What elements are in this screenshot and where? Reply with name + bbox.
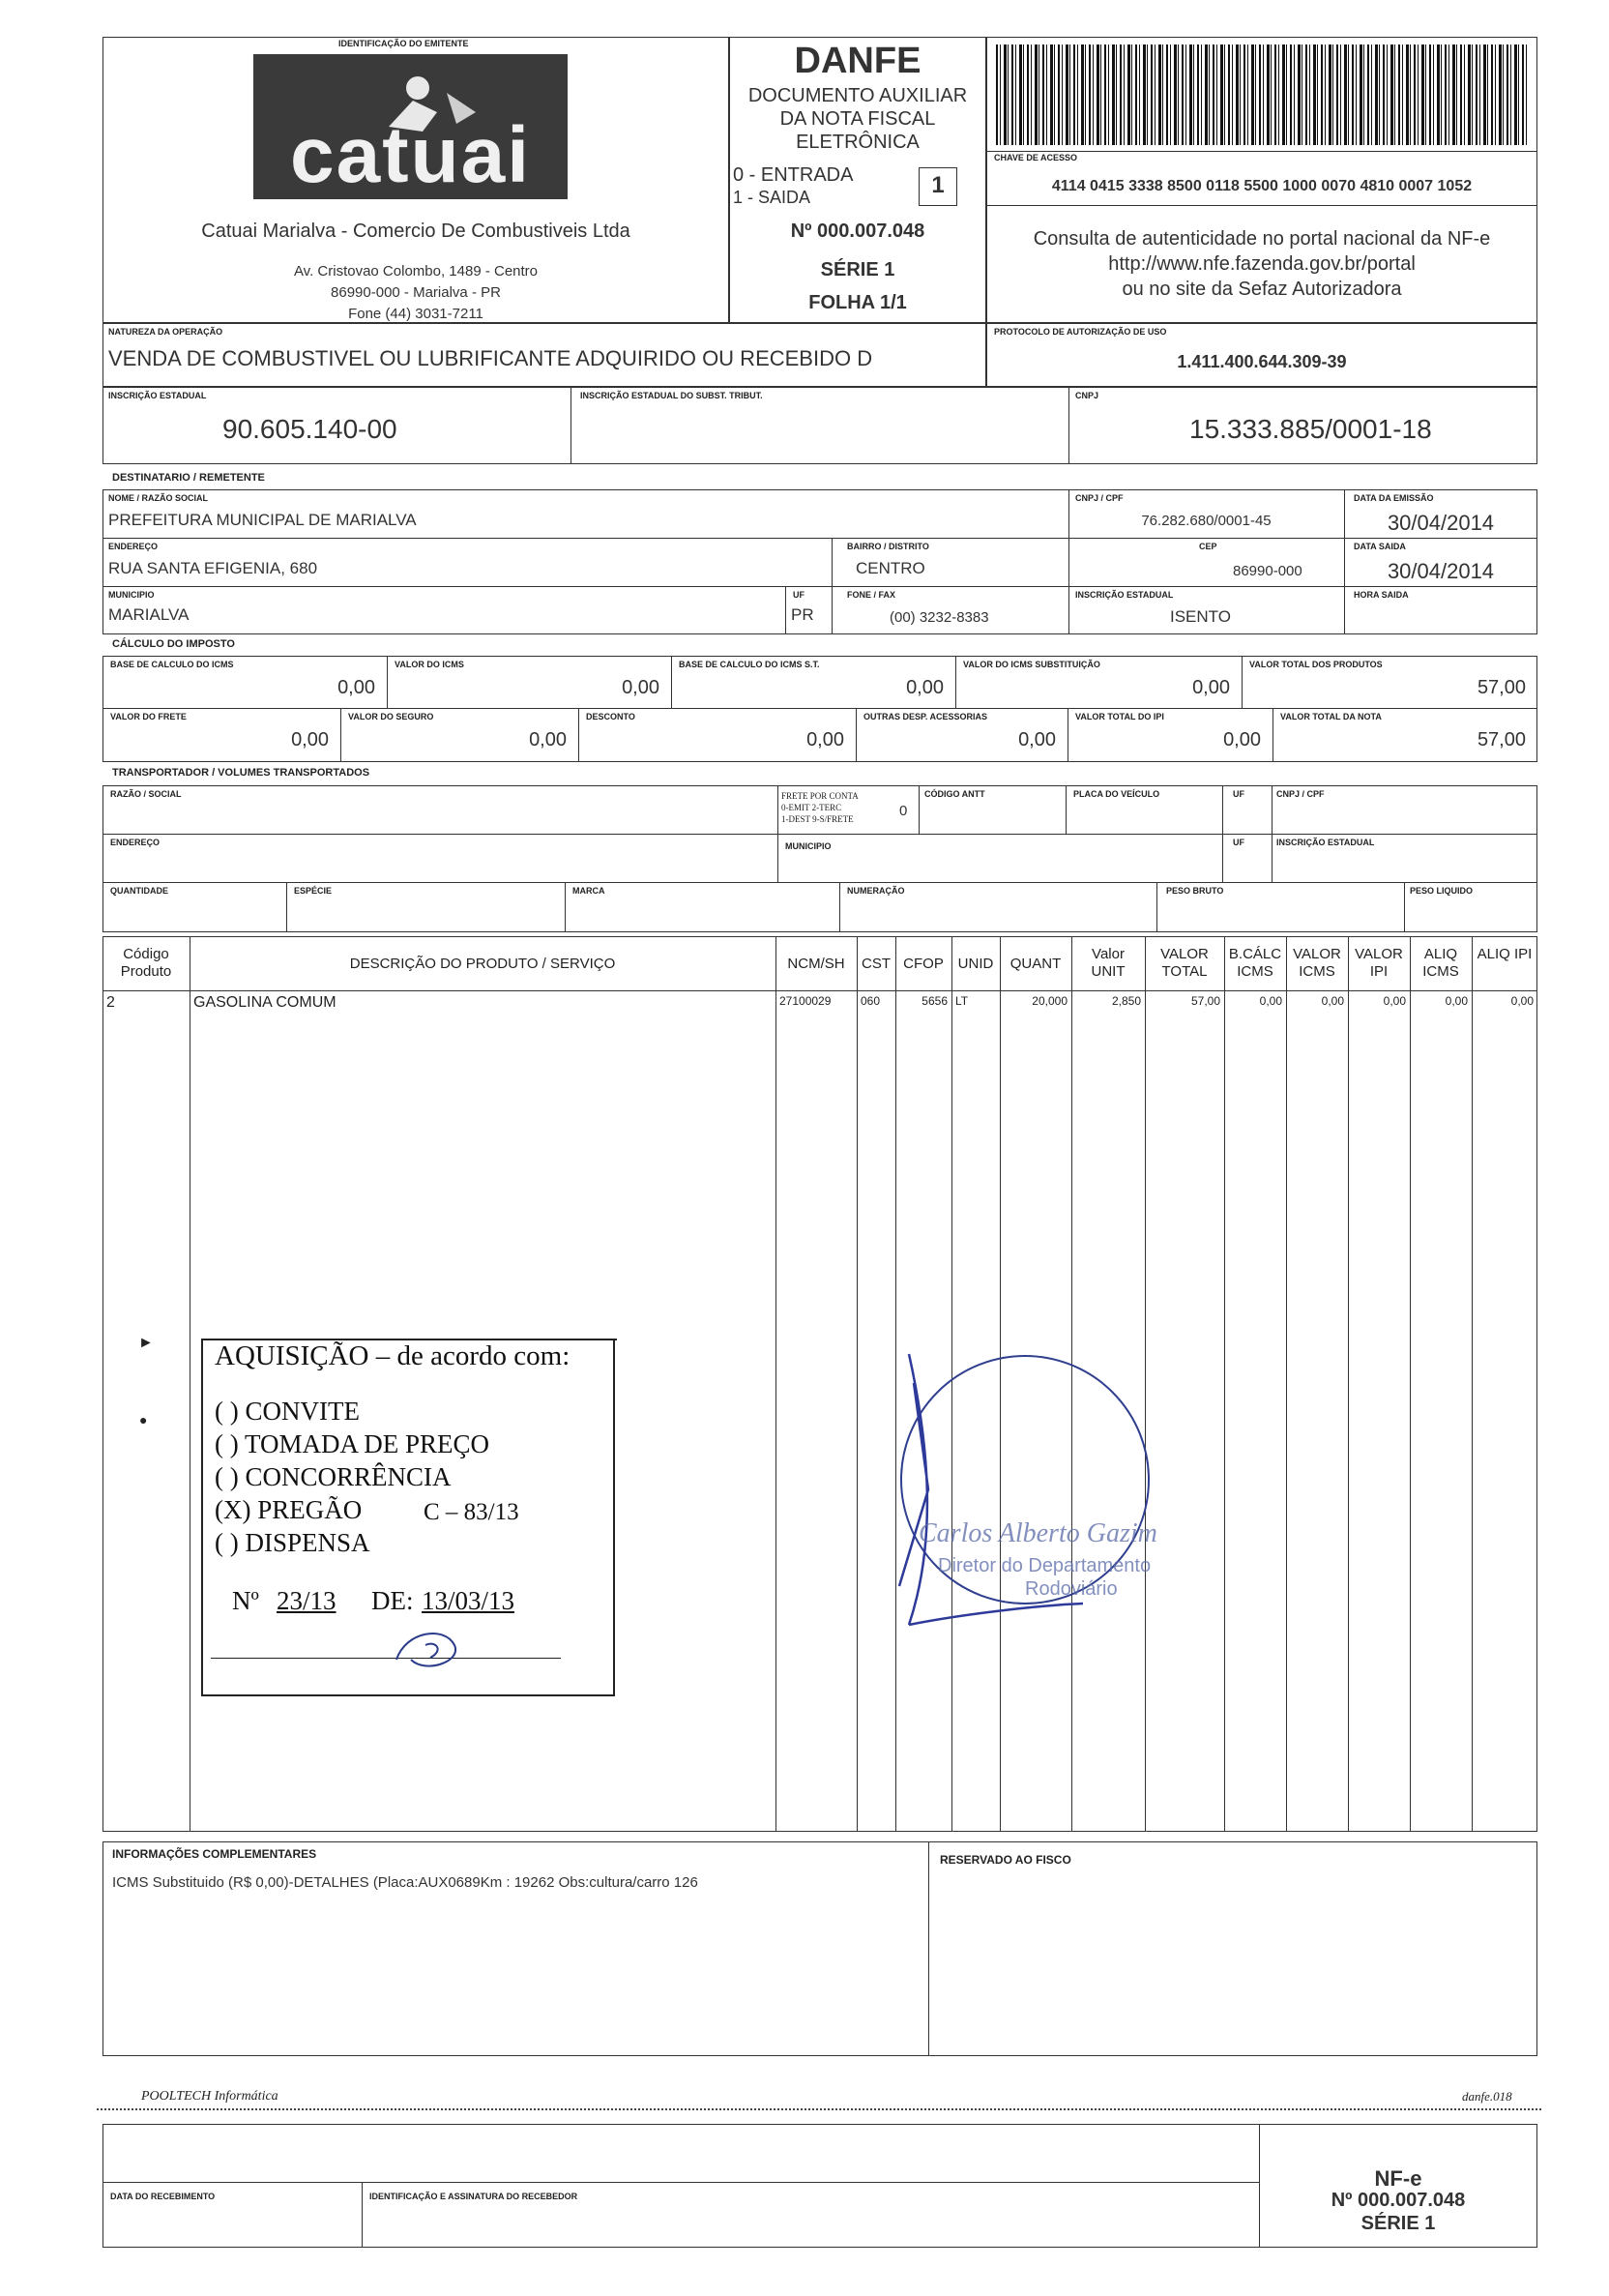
cnpj-label: CNPJ <box>1075 391 1099 400</box>
item-cell-cst: 060 <box>861 994 881 1008</box>
company-address: Av. Cristovao Colombo, 1489 - Centro <box>293 263 539 280</box>
dest-ie-label: INSCRIÇÃO ESTADUAL <box>1075 590 1174 600</box>
imposto-label: VALOR TOTAL DOS PRODUTOS <box>1249 660 1383 669</box>
imposto-label: VALOR DO FRETE <box>110 712 187 721</box>
transp-antt-label: CÓDIGO ANTT <box>924 789 985 799</box>
danfe-saida: 1 - SAIDA <box>733 188 811 207</box>
company-phone: Fone (44) 3031-7211 <box>348 306 483 322</box>
stamp-opt-pregao: (X) PREGÃO <box>215 1495 363 1524</box>
transp-endereco-label: ENDEREÇO <box>110 838 161 847</box>
info-label: INFORMAÇÕES COMPLEMENTARES <box>112 1847 317 1861</box>
imposto-label: VALOR TOTAL DO IPI <box>1075 712 1164 721</box>
item-cell-bcalc: 0,00 <box>1259 994 1282 1008</box>
natureza-label: NATUREZA DA OPERAÇÃO <box>108 327 223 337</box>
imposto-label: VALOR DO SEGURO <box>348 712 434 721</box>
imposto-value: 0,00 <box>806 729 844 751</box>
item-cell-cfop: 5656 <box>922 994 948 1008</box>
column-header-vicms: VALOR ICMS <box>1293 946 1341 980</box>
stamp-data: 13/03/13 <box>422 1586 515 1615</box>
item-cell-quant: 20,000 <box>1032 994 1068 1008</box>
transp-especie-label: ESPÉCIE <box>294 886 333 896</box>
item-cell-aicms: 0,00 <box>1445 994 1468 1008</box>
dest-ie: ISENTO <box>1170 607 1231 626</box>
info-value: ICMS Substituido (R$ 0,00)-DETALHES (Placa:AUX0689Km : 19262 Obs:cultura/carro 126 <box>112 1874 698 1891</box>
transp-marca-label: MARCA <box>572 886 605 896</box>
stamp-de-prefix: DE: <box>371 1586 414 1615</box>
consulta-line-2: http://www.nfe.fazenda.gov.br/portal <box>1108 253 1416 275</box>
column-header-quant: QUANT <box>1009 956 1062 972</box>
danfe-tipo: 1 <box>931 172 945 198</box>
imposto-value: 0,00 <box>1192 677 1230 698</box>
dest-emissao: 30/04/2014 <box>1387 511 1495 535</box>
company-cep-city: 86990-000 - Marialva - PR <box>331 284 501 301</box>
frete-line-3: 1-DEST 9-S/FRETE <box>781 814 854 824</box>
danfe-entrada: 0 - ENTRADA <box>733 164 854 186</box>
frete-line-1: FRETE POR CONTA <box>781 791 859 801</box>
imposto-section: CÁLCULO DO IMPOSTO <box>112 638 235 650</box>
column-header-vtotal: VALOR TOTAL <box>1160 946 1209 980</box>
column-header-unid: UNID <box>957 956 994 972</box>
logo-text: catuai <box>290 111 531 199</box>
column-header-aipi: ALIQ IPI <box>1477 946 1533 962</box>
item-cell-ncm: 27100029 <box>779 994 832 1008</box>
stamp-numero-prefix: Nº <box>232 1586 259 1615</box>
dest-saida: 30/04/2014 <box>1387 559 1495 583</box>
column-header-descricao: DESCRIÇÃO DO PRODUTO / SERVIÇO <box>349 956 616 972</box>
transp-uf-label: UF <box>1233 789 1244 799</box>
natureza-value: VENDA DE COMBUSTIVEL OU LUBRIFICANTE ADQUIRIDO OU RECEBIDO D <box>108 346 873 370</box>
dest-hora-label: HORA SAIDA <box>1354 590 1409 600</box>
transp-peso-bruto-label: PESO BRUTO <box>1166 886 1224 896</box>
stamp-initials-icon <box>387 1621 474 1679</box>
item-cell-vtotal: 57,00 <box>1190 994 1220 1008</box>
canhoto-ident-label: IDENTIFICAÇÃO E ASSINATURA DO RECEBEDOR <box>369 2192 578 2201</box>
column-header-vunit: Valor UNIT <box>1091 946 1126 980</box>
dest-uf: PR <box>791 605 814 624</box>
dest-fone: (00) 3232-8383 <box>890 609 989 626</box>
item-cell-vipi: 0,00 <box>1383 994 1406 1008</box>
column-header-bcalc: B.CÁLC ICMS <box>1228 946 1282 980</box>
item-cell-codigo: 2 <box>106 994 115 1011</box>
ie-label: INSCRIÇÃO ESTADUAL <box>108 391 207 400</box>
dest-fone-label: FONE / FAX <box>847 590 896 600</box>
dest-cep-label: CEP <box>1199 542 1217 551</box>
dest-nome: PREFEITURA MUNICIPAL DE MARIALVA <box>108 511 417 529</box>
ie-st-label: INSCRIÇÃO ESTADUAL DO SUBST. TRIBUT. <box>580 391 763 400</box>
danfe-serie: SÉRIE 1 <box>820 259 895 280</box>
imposto-label: VALOR TOTAL DA NOTA <box>1280 712 1382 721</box>
stamp-numero: 23/13 <box>277 1586 336 1615</box>
imposto-label: OUTRAS DESP. ACESSORIAS <box>863 712 988 721</box>
transp-razao-label: RAZÃO / SOCIAL <box>110 789 182 799</box>
column-header-codigo: Código Produto <box>120 946 172 980</box>
danfe-folha: FOLHA 1/1 <box>808 292 907 313</box>
transp-quantidade-label: QUANTIDADE <box>110 886 168 896</box>
dest-endereco: RUA SANTA EFIGENIA, 680 <box>108 559 318 577</box>
chave-label: CHAVE DE ACESSO <box>994 153 1078 162</box>
carimbo-name: Carlos Alberto Gazim <box>919 1518 1157 1548</box>
dest-saida-label: DATA SAIDA <box>1354 542 1406 551</box>
stamp-opt-concorrencia: ( ) CONCORRÊNCIA <box>215 1462 452 1491</box>
transp-cnpj-label: CNPJ / CPF <box>1276 789 1325 799</box>
dest-section: DESTINATARIO / REMETENTE <box>112 472 265 484</box>
protocolo-value: 1.411.400.644.309-39 <box>1177 352 1347 371</box>
item-cell-descricao: GASOLINA COMUM <box>193 994 336 1011</box>
item-cell-aipi: 0,00 <box>1510 994 1534 1008</box>
danfe-subtitle-2: DA NOTA FISCAL <box>779 108 936 130</box>
transp-ie-label: INSCRIÇÃO ESTADUAL <box>1276 838 1375 847</box>
dest-municipio: MARIALVA <box>108 605 190 624</box>
frete-line-2: 0-EMIT 2-TERC <box>781 803 842 812</box>
cut-line <box>97 2108 1541 2110</box>
chave-value: 4114 0415 3338 8500 0118 5500 1000 0070 4810 0007 1052 <box>1051 178 1473 194</box>
transp-section: TRANSPORTADOR / VOLUMES TRANSPORTADOS <box>112 767 370 779</box>
dest-nome-label: NOME / RAZÃO SOCIAL <box>108 493 208 503</box>
imposto-label: DESCONTO <box>586 712 635 721</box>
stamp-title: AQUISIÇÃO – de acordo com: <box>215 1340 570 1371</box>
bullet-mark-2: ● <box>139 1412 148 1428</box>
danfe-subtitle-3: ELETRÔNICA <box>796 132 920 153</box>
dest-bairro: CENTRO <box>856 559 925 577</box>
stamp-opt-dispensa: ( ) DISPENSA <box>215 1528 370 1557</box>
canhoto-numero: Nº 000.007.048 <box>1331 2190 1466 2211</box>
footer-right: danfe.018 <box>1462 2089 1512 2104</box>
dest-endereco-label: ENDEREÇO <box>108 542 159 551</box>
imposto-value: 0,00 <box>1018 729 1056 751</box>
company-logo <box>253 54 568 199</box>
canhoto-nfe: NF-e <box>1374 2166 1422 2191</box>
imposto-value: 0,00 <box>337 677 375 698</box>
dest-cep: 86990-000 <box>1233 563 1302 579</box>
stamp-opt-convite: ( ) CONVITE <box>215 1397 360 1426</box>
imposto-value: 0,00 <box>622 677 659 698</box>
imposto-label: VALOR DO ICMS SUBSTITUIÇÃO <box>963 660 1100 669</box>
column-header-ncm: NCM/SH <box>787 956 845 972</box>
item-cell-vunit: 2,850 <box>1111 994 1141 1008</box>
stamp-opt-tomada: ( ) TOMADA DE PREÇO <box>215 1429 490 1458</box>
danfe-subtitle-1: DOCUMENTO AUXILIAR <box>747 85 968 106</box>
dest-municipio-label: MUNICIPIO <box>108 590 155 600</box>
carimbo-line-2: Diretor do Departamento <box>938 1555 1152 1576</box>
company-name: Catuai Marialva - Comercio De Combustiveis Ltda <box>201 221 630 242</box>
protocolo-label: PROTOCOLO DE AUTORIZAÇÃO DE USO <box>994 327 1167 337</box>
column-header-aicms: ALIQ ICMS <box>1422 946 1459 980</box>
imposto-value: 57,00 <box>1477 729 1526 751</box>
transp-peso-liquido-label: PESO LIQUIDO <box>1410 886 1474 896</box>
imposto-value: 0,00 <box>291 729 329 751</box>
column-header-cfop: CFOP <box>903 956 944 972</box>
dest-bairro-label: BAIRRO / DISTRITO <box>847 542 929 551</box>
dest-uf-label: UF <box>793 590 804 600</box>
canhoto-serie: SÉRIE 1 <box>1360 2213 1436 2234</box>
carimbo-line-3: Rodoviário <box>1025 1578 1118 1600</box>
signature-seal-icon <box>870 1344 1180 1654</box>
dest-cnpj: 76.282.680/0001-45 <box>1141 513 1272 529</box>
emitente-label: IDENTIFICAÇÃO DO EMITENTE <box>338 39 469 48</box>
consulta-line-3: ou no site da Sefaz Autorizadora <box>1122 279 1402 300</box>
danfe-title: DANFE <box>794 41 922 81</box>
imposto-label: VALOR DO ICMS <box>395 660 464 669</box>
item-cell-vicms: 0,00 <box>1321 994 1344 1008</box>
item-cell-unid: LT <box>955 994 969 1008</box>
transp-uf2-label: UF <box>1233 838 1244 847</box>
cnpj-value: 15.333.885/0001-18 <box>1189 414 1432 444</box>
dest-emissao-label: DATA DA EMISSÃO <box>1354 493 1434 503</box>
transp-numeracao-label: NUMERAÇÃO <box>847 886 905 896</box>
frete-value: 0 <box>899 803 908 819</box>
imposto-label: BASE DE CALCULO DO ICMS S.T. <box>679 660 820 669</box>
imposto-value: 57,00 <box>1477 677 1526 698</box>
dest-cnpj-label: CNPJ / CPF <box>1075 493 1124 503</box>
bullet-mark-1: ► <box>138 1335 154 1351</box>
canhoto-data-label: DATA DO RECEBIMENTO <box>110 2192 216 2201</box>
barcode <box>996 44 1528 145</box>
transp-placa-label: PLACA DO VEÍCULO <box>1073 789 1160 799</box>
ie-value: 90.605.140-00 <box>222 414 397 444</box>
transp-municipio-label: MUNICIPIO <box>785 841 832 851</box>
stamp-pregao-ref: C – 83/13 <box>424 1499 519 1525</box>
danfe-numero: Nº 000.007.048 <box>790 221 925 242</box>
imposto-value: 0,00 <box>1223 729 1261 751</box>
column-header-vipi: VALOR IPI <box>1355 946 1403 980</box>
footer-left: POOLTECH Informática <box>141 2089 278 2104</box>
consulta-line-1: Consulta de autenticidade no portal nacional da NF-e <box>1033 228 1491 250</box>
imposto-label: BASE DE CALCULO DO ICMS <box>110 660 234 669</box>
column-header-cst: CST <box>862 956 891 972</box>
imposto-value: 0,00 <box>906 677 944 698</box>
fisco-label: RESERVADO AO FISCO <box>940 1853 1071 1867</box>
imposto-value: 0,00 <box>529 729 567 751</box>
